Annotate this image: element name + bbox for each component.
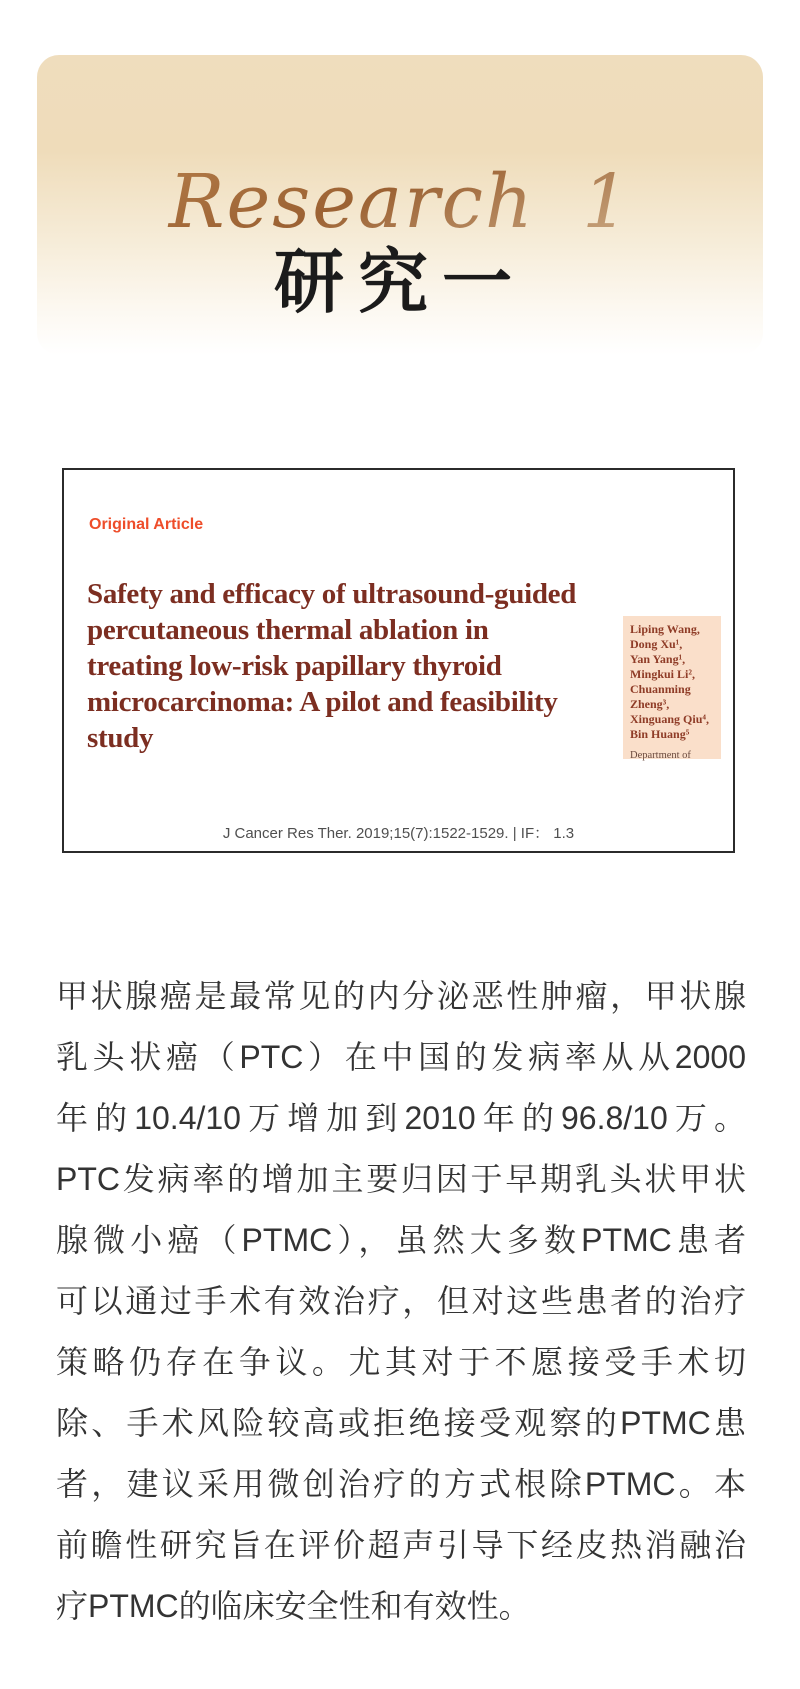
- paragraph-line: PTC发病率的增加主要归因于早期乳头状甲状: [56, 1161, 746, 1197]
- citation-line: J Cancer Res Ther. 2019;15(7):1522-1529. | IF： 1.3: [222, 825, 575, 842]
- paragraph-line: 策略仍存在争议。尤其对于不愿接受手术切: [56, 1344, 746, 1380]
- author-line: Mingkui Li²,: [630, 667, 695, 681]
- header-card: [37, 55, 763, 355]
- paragraph-line: 前瞻性研究旨在评价超声引导下经皮热消融治: [56, 1527, 746, 1563]
- author-line: Yan Yang¹,: [630, 652, 686, 666]
- paragraph-line: 甲状腺癌是最常见的内分泌恶性肿瘤，甲状腺: [56, 978, 746, 1014]
- paper-snapshot: [62, 468, 735, 853]
- paper-title-line: microcarcinoma: A pilot and feasibility: [87, 686, 558, 718]
- paragraph-line: 可以通过手术有效治疗，但对这些患者的治疗: [56, 1283, 746, 1319]
- original-article-label: Original Article: [89, 516, 204, 533]
- paragraph-line: 年的10.4/10万增加到2010年的96.8/10万。: [56, 1100, 746, 1136]
- paper-title: [87, 576, 647, 756]
- summary-paragraph: [56, 966, 746, 1637]
- affiliation-line: Department of: [630, 750, 691, 761]
- paper-title-line: Safety and efficacy of ultrasound-guided: [87, 578, 577, 610]
- header-script-title: Research 1: [37, 165, 763, 239]
- header-cn-title: 研究一: [274, 240, 526, 323]
- authors-box: [623, 616, 721, 759]
- paper-title-line: study: [87, 722, 154, 754]
- author-line: Bin Huang⁵: [630, 727, 690, 741]
- author-line: Zheng³,: [630, 697, 670, 711]
- paragraph-line: 腺微小癌（PTMC），虽然大多数PTMC患者: [56, 1222, 746, 1258]
- paragraph-line: 乳头状癌（PTC）在中国的发病率从从2000: [56, 1039, 746, 1075]
- paragraph-line: 疗PTMC的临床安全性和有效性。: [56, 1588, 531, 1624]
- author-line: Xinguang Qiu⁴,: [630, 712, 709, 726]
- paper-title-line: treating low-risk papillary thyroid: [87, 650, 502, 682]
- paragraph-line: 者，建议采用微创治疗的方式根除PTMC。本: [56, 1466, 746, 1502]
- paper-title-line: percutaneous thermal ablation in: [87, 614, 489, 646]
- author-line: Dong Xu¹,: [630, 637, 683, 651]
- author-line: Chuanming: [630, 682, 691, 696]
- author-line: Liping Wang,: [630, 622, 700, 636]
- paragraph-line: 除、手术风险较高或拒绝接受观察的PTMC患: [56, 1405, 746, 1441]
